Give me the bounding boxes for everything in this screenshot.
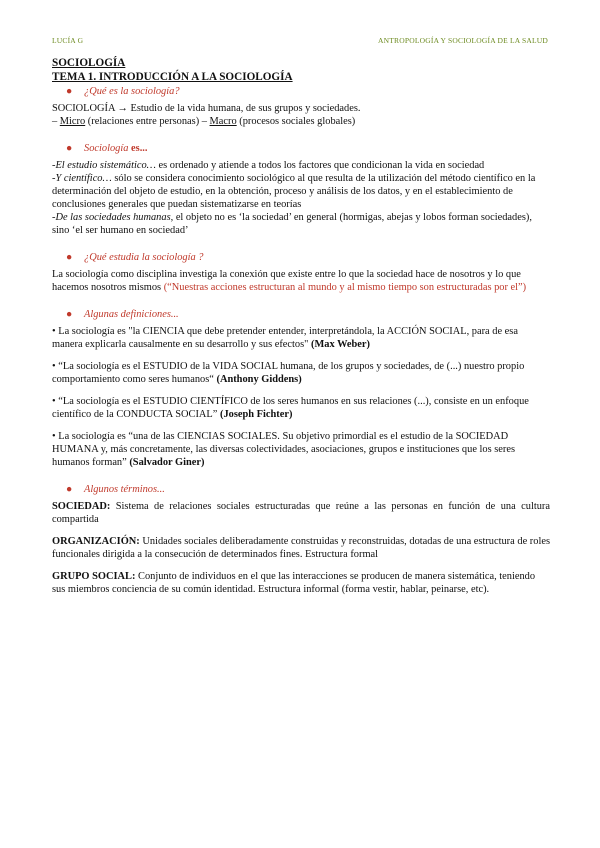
- term-label: GRUPO SOCIAL:: [52, 571, 136, 582]
- term-label: ORGANIZACIÓN:: [52, 536, 140, 547]
- term-grupo-social: [52, 570, 550, 596]
- term-organizacion: [52, 535, 550, 561]
- studies-quote: (“Nuestras acciones estructuran al mundo y al mismo tiempo son estructuradas por el”): [163, 282, 527, 293]
- micro-term: Micro: [59, 116, 86, 127]
- dash: –: [52, 116, 60, 127]
- systematic-text: es ordenado y atiende a todos los factores que condicionan la vida en sociedad: [155, 160, 485, 171]
- section-heading-what-is: [52, 85, 550, 98]
- micro-desc: (relaciones entre personas) –: [85, 116, 210, 127]
- societies-text: el objeto no es ‘la sociedad’ en general (hormigas, abejas y lobos forman sociedades), sino ‘el ser humano en sociedad’: [52, 212, 532, 236]
- definition-text: • La sociología es “una de las CIENCIAS SOCIALES. Su objetivo primordial es el estudio de la SOCIEDAD HUMANA y, más concretamente, las diversas colectividades, asociaciones, grupos e instituciones que los seres humanos forman”: [52, 431, 516, 468]
- definition-weber: [52, 325, 550, 351]
- section-heading-bold: es...: [131, 143, 148, 154]
- header-author: LUCÍA G: [52, 36, 84, 45]
- definition-giner: [52, 430, 550, 469]
- systematic-term: -El estudio sistemático…: [52, 160, 156, 171]
- definition-giddens: [52, 360, 550, 386]
- term-definition: Sistema de relaciones sociales estructuradas que reúne a las personas en función de una cultura compartida: [52, 501, 550, 525]
- definition-author: (Joseph Fichter): [219, 409, 293, 420]
- document-title: SOCIOLOGÍA: [52, 57, 126, 69]
- bullet-dot-icon: ●: [66, 252, 73, 263]
- definition-line: SOCIOLOGÍA → Estudio de la vida humana, de sus grupos y sociedades.: [52, 103, 361, 114]
- definition-text: • La sociología es "la CIENCIA que debe pretender entender, interpretándola, la ACCIÓN SOCIAL, para de esa manera explicarla causalmente en su desarrollo y sus efectos": [52, 326, 518, 350]
- studies-text: La sociología como disciplina investiga la conexión que existe entre lo que la sociedad hace de nosotros y lo que hacemos nosotros mismos: [52, 269, 521, 293]
- societies-paragraph: [52, 211, 550, 237]
- definition-author: (Salvador Giner): [129, 457, 205, 468]
- societies-term: -De las sociedades humanas,: [52, 212, 174, 223]
- systematic-paragraph: [52, 159, 550, 172]
- micro-macro-line: [52, 115, 550, 128]
- definition-text: • “La sociología es el ESTUDIO CIENTÍFICO de los seres humanos en sus relaciones (...), consiste en un enfoque científico de la CONDUCTA SOCIAL”: [52, 396, 529, 420]
- definition-author: (Max Weber): [311, 339, 370, 350]
- definition-fichter: [52, 395, 550, 421]
- term-definition: Unidades sociales deliberadamente construidas y reconstruidas, dotadas de una estructura de roles funcionales dirigida a la consecución de determinados fines. Estructura formal: [52, 536, 550, 560]
- studies-paragraph: [52, 268, 550, 294]
- scientific-paragraph: [52, 172, 550, 211]
- scientific-term: -Y científico…: [52, 173, 112, 184]
- term-definition: Conjunto de individuos en el que las interacciones se producen de manera sistemática, teniendo sus miembros conciencia de su común identidad. Estructura informal (forma vestir, hablar, peinarse, etc).: [52, 571, 536, 595]
- bullet-dot-icon: ●: [66, 484, 73, 495]
- macro-desc: (procesos sociales globales): [236, 116, 356, 127]
- bullet-dot-icon: ●: [66, 309, 73, 320]
- scientific-text: sólo se considera conocimiento sociológico al que resulta de la utilización del método científico en la determinación del objeto de estudio, en la obtención, proceso y análisis de los datos, y en el establecimiento de conclusiones generales que puedan sistematizarse en teorías: [52, 173, 536, 210]
- section-heading-definitions: [52, 308, 550, 321]
- section-heading-text: Algunos términos...: [84, 484, 165, 495]
- section-heading-text: ¿Qué estudia la sociología ?: [84, 252, 204, 263]
- section-heading-terms: [52, 483, 550, 496]
- term-label: SOCIEDAD:: [52, 501, 111, 512]
- section-heading-text: Sociología: [84, 143, 132, 154]
- section-heading-text: Algunas definiciones...: [84, 309, 179, 320]
- term-sociedad: [52, 500, 550, 526]
- header-course: ANTROPOLOGÍA Y SOCIOLOGÍA DE LA SALUD: [378, 36, 548, 45]
- section-heading-sociology-is: [52, 142, 550, 155]
- section-heading-text: ¿Qué es la sociología?: [84, 86, 180, 97]
- document-body: [52, 57, 550, 596]
- section-heading-what-studies: [52, 251, 550, 264]
- definition-author: (Anthony Giddens): [216, 374, 302, 385]
- bullet-dot-icon: ●: [66, 143, 73, 154]
- bullet-dot-icon: ●: [66, 86, 73, 97]
- document-subtitle: TEMA 1. INTRODUCCIÓN A LA SOCIOLOGÍA: [52, 70, 293, 83]
- definition-text: • “La sociología es el ESTUDIO de la VIDA SOCIAL humana, de los grupos y sociedades, de (...) nuestro propio comportamiento como seres humanos“: [52, 361, 525, 385]
- macro-term: Macro: [209, 116, 237, 127]
